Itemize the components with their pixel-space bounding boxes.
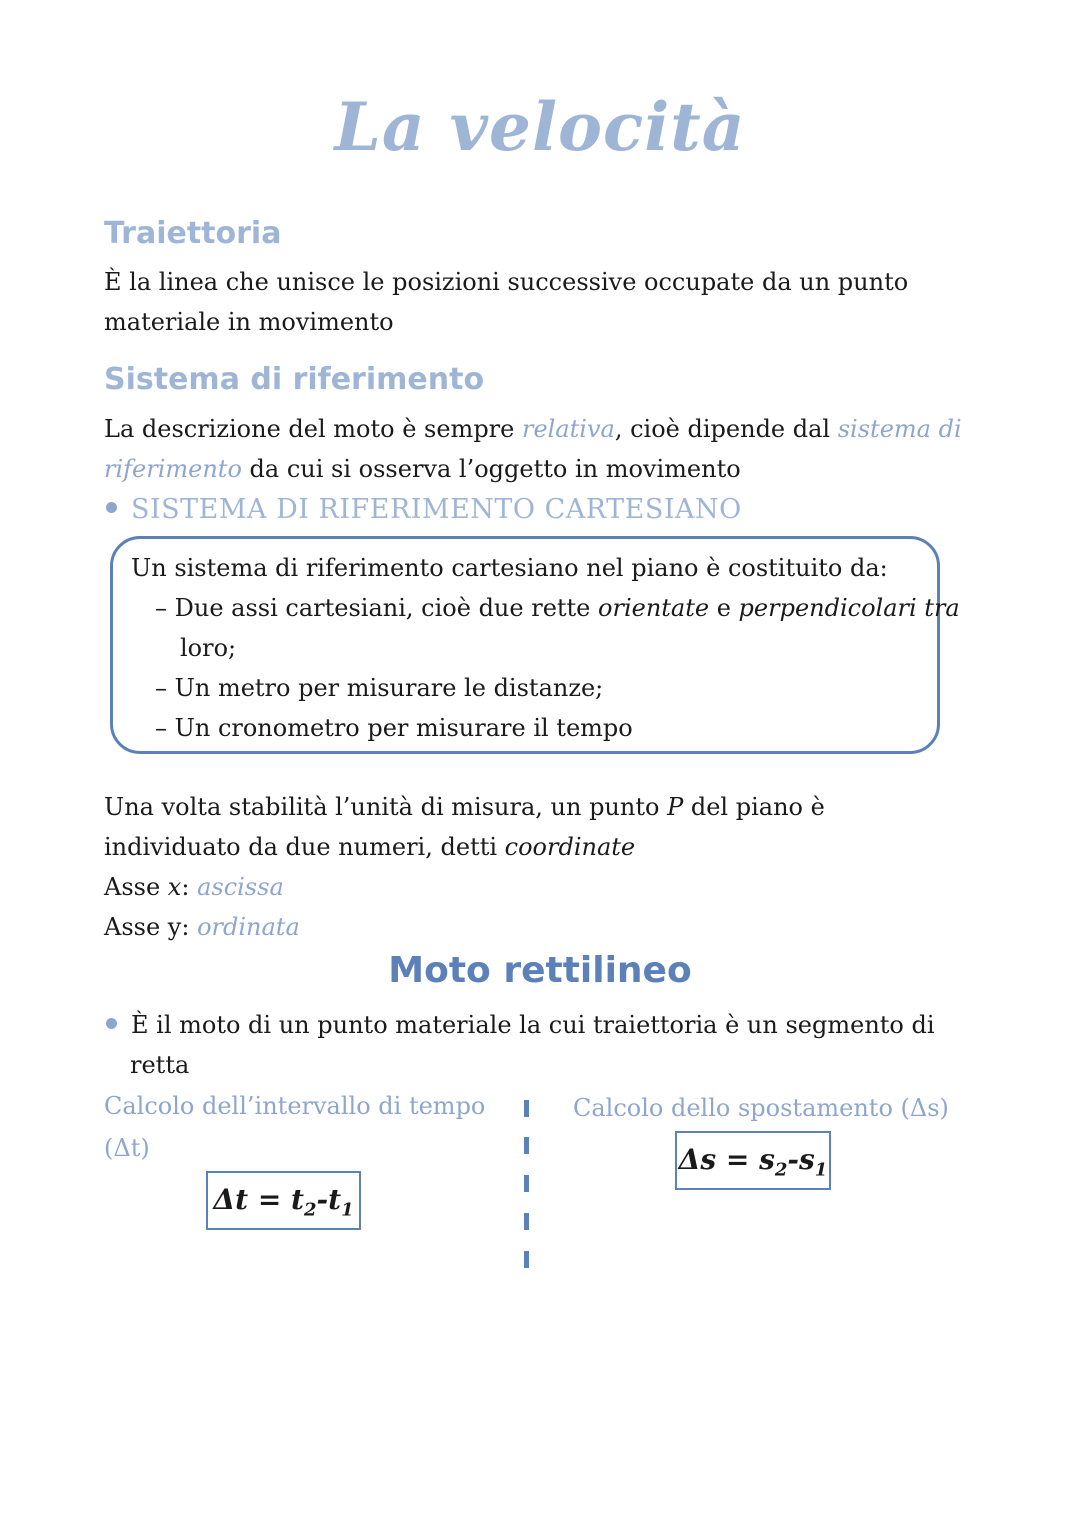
column-divider: [524, 1175, 529, 1192]
column-divider: [524, 1100, 529, 1117]
sistema-line-2: [104, 449, 741, 489]
text-span: e: [709, 594, 739, 622]
point-p: P: [667, 793, 684, 821]
bullet-dot-icon: [106, 502, 117, 513]
moto-bullet-line-1: [106, 1005, 935, 1045]
column-divider: [524, 1251, 529, 1268]
moto-bullet-text: È il moto di un punto materiale la cui traiettoria è un segmento di: [131, 1011, 935, 1039]
coordinate-line-2: [104, 827, 635, 867]
column-divider: [524, 1137, 529, 1154]
box-item-1-cont: loro;: [180, 634, 237, 662]
text-span: – Due assi cartesiani, cioè due rette: [155, 594, 599, 622]
sistema-term: sistema di: [837, 415, 962, 443]
box-intro: Un sistema di riferimento cartesiano nel piano è costituito da:: [131, 554, 888, 582]
asse-x-line: [104, 867, 284, 907]
cartesiano-bullet: [106, 494, 742, 525]
traiettoria-heading: Traiettoria: [104, 216, 282, 251]
traiettoria-line-2: materiale in movimento: [104, 308, 394, 336]
text-span: Una volta stabilità l’unità di misura, un punto: [104, 793, 668, 821]
traiettoria-line-1: È la linea che unisce le posizioni successive occupate da un punto: [104, 268, 909, 296]
formula-sub: 2: [774, 1159, 788, 1181]
text-span: individuato da due numeri, detti: [104, 833, 505, 861]
delta-s-formula: [675, 1131, 831, 1190]
formula-text: Δt = t: [213, 1183, 304, 1216]
box-item-3: – Un cronometro per misurare il tempo: [155, 714, 633, 742]
text-span: da cui si osserva l’oggetto in movimento: [241, 455, 741, 483]
text-span: Asse y:: [104, 913, 198, 941]
text-span: Asse: [104, 873, 168, 901]
bullet-dot-icon: [106, 1018, 117, 1029]
box-item-1: [155, 588, 960, 628]
formula-text: -s: [787, 1143, 815, 1176]
text-span: :: [181, 873, 198, 901]
cartesiano-bullet-text: SISTEMA DI RIFERIMENTO CARTESIANO: [131, 494, 742, 525]
perpendicolari-term: perpendicolari tra: [738, 594, 960, 622]
formula-sub: 2: [303, 1199, 317, 1221]
delta-s-label: Calcolo dello spostamento (Δs): [573, 1094, 949, 1122]
ordinata-term: ordinata: [197, 913, 300, 941]
coordinate-line-1: [104, 787, 825, 827]
delta-t-formula: [206, 1171, 361, 1230]
delta-t-label-2: (Δt): [104, 1134, 150, 1162]
formula-text: Δs = s: [678, 1143, 775, 1176]
sistema-heading: Sistema di riferimento: [104, 362, 485, 397]
x-symbol: x: [167, 873, 182, 901]
ascissa-term: ascissa: [197, 873, 284, 901]
asse-y-line: [104, 907, 300, 947]
formula-sub: 1: [341, 1199, 354, 1221]
moto-heading: Moto rettilineo: [388, 950, 692, 991]
text-span: , cioè dipende dal: [614, 415, 838, 443]
formula-sub: 1: [814, 1159, 828, 1181]
riferimento-term: riferimento: [104, 455, 242, 483]
formula-text: -t: [316, 1183, 342, 1216]
relativa-term: relativa: [521, 415, 615, 443]
page-title: La velocità: [334, 88, 746, 166]
delta-t-label-1: Calcolo dell’intervallo di tempo: [104, 1092, 486, 1120]
sistema-line-1: [104, 409, 962, 449]
orientate-term: orientate: [598, 594, 710, 622]
column-divider: [524, 1213, 529, 1230]
text-span: del piano è: [683, 793, 825, 821]
coordinate-term: coordinate: [504, 833, 636, 861]
text-span: La descrizione del moto è sempre: [104, 415, 522, 443]
moto-bullet-line-2: retta: [130, 1051, 190, 1079]
box-item-2: – Un metro per misurare le distanze;: [155, 674, 604, 702]
